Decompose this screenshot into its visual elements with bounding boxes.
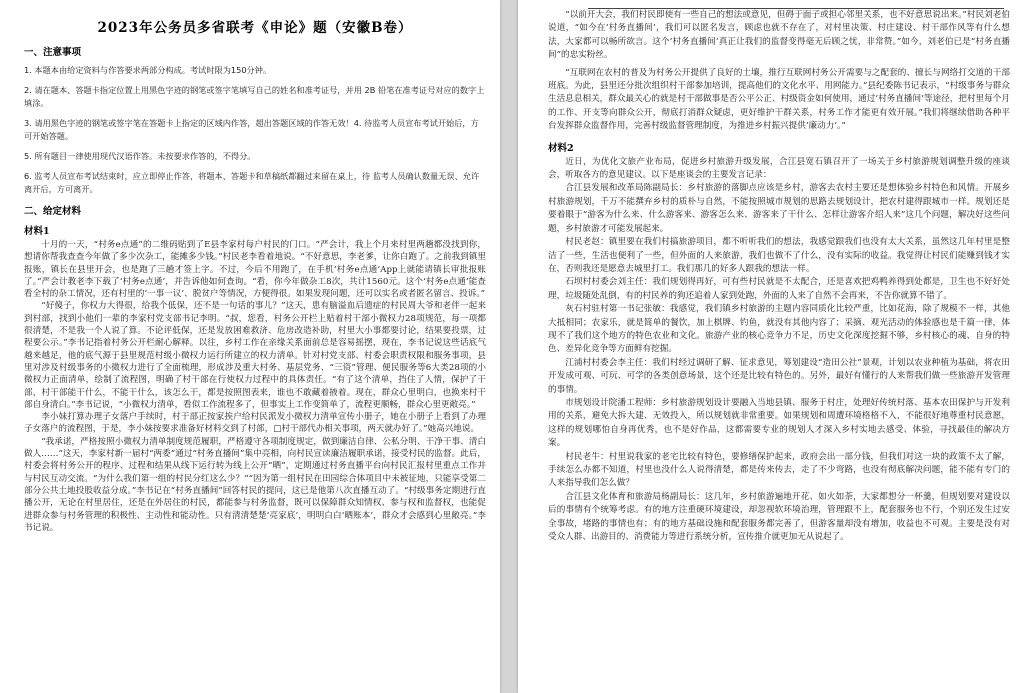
body-paragraph: 李小妹打算办理子女落户手续时，村干部正按家挨户给村民派发小微权力清单宣传小册子，她在小册子上看到了办理子女落户的流程图，于是，李小妹按要求准备好材料交到了村部，□村干部代办相关事项，两天就办好了。”她高兴地说。 — [24, 412, 486, 435]
body-paragraph: “好傻子，你权力大得很，给我个低保，还不是一句话的事儿？”这天，患有脑溢血后遗症的村民周大爷和老伴一起来到村部，找到小他们一辈的李家村党支部书记李明。“叔，您看，村务公开栏上贴着村干部小微权力28项规范，每一项都很清楚，不是我一个人说了算。不论评低保，还是发放困难救济、危房改造补助，村里大小事都要讨论，结果要投票，过程要公示。”李书记指着村务公开栏耐心解释。以往，乡村工作在亲缘关系面前总是容易摇摆，现在，李书记说这些话底气越来越足，他的底气源于县里规范村级小微权力运行所建立的权力清单。针对村党支部、村委会职责权限和服务事项，县里对涉及村级事务的小微权力进行了全面梳理，形成涉及重大村务、基层党务、“三资”管理、便民服务等6大类28项的小微权力正面清单，绘制了流程图，明确了村干部在行使权力过程中的具体责任。“有了这个清单，挡住了人情，保护了干部，村干部能干什么，不能干什么，该怎么干，都是按照图表来，谁也不敢藏着掖着。现在，群众心里明白，也换来村干部自身清白。”李书记说，“小微权力清单，看似工作流程多了，但事实上工作变简单了，流程更顺畅，群众心里更敞亮。” — [24, 301, 486, 410]
body-paragraph: “以前开大会，我们村民即使有一些自己的想法或意见，但碍于面子或担心邻里关系，也不好意思说出来。”村民刘老伯说道，“如今在‘村务直播间’，我们可以匿名发言，顾虑也就不存在了，对村里决策、村庄建设、村干部作风等有什么想法，大家都可以畅所欲言。这个‘村务直播间’真正让我们的监督变得毫无后顾之忧，非常赞。”如今，刘老伯已是“村务直播间”的忠实粉丝。 — [548, 10, 1010, 61]
document-page-right — [518, 0, 1024, 693]
document-page-left — [0, 0, 500, 693]
note-item: 5. 所有题目一律使用现代汉语作答。未按要求作答的，不得分。 — [24, 151, 256, 161]
note-item: 3. 请用黑色字迹的钢笔或签字笔在答题卡上指定的区域内作答，超出答题区域的作答无效！4. 待监考人员宣布考试开始后，方可开始答题。 — [24, 118, 479, 141]
body-paragraph: 合江县发展和改革局陈副局长：乡村旅游的落脚点应该是乡村，游客去农村主要还是想体验乡村特色和风情。开展乡村旅游规划，千万不能撰弃乡村的质朴与自然，不能按照城市规划的思路去规划设计，把农村建得跟城市一样。规划还是要着眼于“游客为什么来、什么游客来、游客怎么来、游客来了干什么、怎样让游客介绍人来”这几个问题，解决好这些问题，乡村旅游才可能发展起来。 — [548, 183, 1010, 234]
note-item: 2. 请在题本、答题卡指定位置上用黑色字迹的钢笔或签字笔填写自己的姓名和准考证号，并用 2B 铅笔在准考证号对应的数字上填涂。 — [24, 85, 485, 108]
body-paragraph: 石坝村村委会刘主任：我们规划得再好，可有些村民就是不太配合，还是喜欢把鸡鸭养得到处都是，卫生也不好好处理，垃圾随处乱倒，有的村民养的狗还追着人家到处跑，外面的人来了自然不会再来，不告你就算不错了。 — [548, 277, 1010, 301]
body-paragraph: 村民老赵：镇里要在我们村搞旅游项目，都不听听我们的想法，我感觉跟我们也没有太大关系，虽然这几年村里是整洁了一些，生活也便利了一些，但外面的人来旅游，我们也做不了什么，没有实际的收益。我觉得让村民们能赚到钱才实在，否则我还是愿意去城里打工。我们那几的好多人跟我的想法一样。 — [548, 237, 1010, 274]
body-paragraph: 村民老牛：村里说我家的老宅比较有特色，要修缮保护起来，政府会出一部分钱，但我们对这一块的政策不太了解，手续怎么办都不知道，村里也没什么人说得清楚，都是传来传去，走了不少弯路，也没有彻底解决问题，能不能有专门的人来指导我们怎么做？ — [548, 451, 1010, 489]
body-paragraph: “互联网在农村的普及为村务公开提供了良好的土壤，推行互联网村务公开需要与之配套的、擅长与网络打交道的干部班底。为此，县里还分批次组织村干部参加培训，提高他们的文化水平、用网能力。”县纪委陈书记表示，“村级事务与群众生活息息相关，群众最关心的就是村干部做事是否公平公正、村级资金如何使用，通过‘村务直播间’等途径，把村里每个月的工作、开支等向群众公开，彻底打消群众疑虑，更好维护干群关系，村务工作才能更有效开展。”我们将继续借助各种平台发挥群众监督作用，完善村级监督管理制度，为推进乡村振兴提供‘廉动力’。” — [548, 67, 1010, 132]
material-heading: 材料2 — [548, 142, 574, 154]
body-paragraph: 十月的一天，“村务e点通”的二维码贴到了E县李家村每户村民的门口。“严会计，我上个月来村里两趟都没找到你，想请你帮我查查今年做了多少次杂工，能摊多少钱。”村民老李看着地说。“不好意思，李老爹，让你白跑了。之前我到镇里报账，镇长在县里开会，也是跑了三趟才签上字。不过，今后不用跑了，在手机‘村务e点通’App上就能请镇长审批报账了。”严会计教老李下载了‘村务e点通’，并告诉他如何查询。“看，你今年做杂工8次，共计1560元。这个‘村务e点通’能查看全村的杂工情况，还有村里的‘一事一议’、脱贫户等情况，方便得很。如果发现问题，还可以实名或者匿名留言、投诉。” — [24, 240, 486, 300]
document-title: 2023年公务员多省联考《申论》题（安徽B卷） — [97, 20, 413, 36]
section-heading-materials: 二、给定材料 — [24, 206, 82, 217]
body-paragraph: 市规划设计院潘工程师：乡村旅游规划设计要融入当地县镇、服务于村庄，处理好传统村落、基本农田保护与开发利用的关系，避免大拆大建、无效投入，所以规划就非常重要。如果规划和周遭环境格格不入，不能很好地尊重村民意愿，这样的规划哪怕自身再优秀，也不是好作品，这都需要专业的规划人才深入乡村实地去感受、体验，寻找最佳的解决方案。 — [548, 397, 1010, 449]
note-item: 1. 本题本由给定资料与作答要求两部分构成。考试时限为150分钟。 — [24, 65, 272, 75]
material-heading: 材料1 — [24, 226, 50, 237]
section-heading-notes: 一、注意事项 — [24, 47, 82, 58]
note-item: 6. 监考人员宣布考试结束时，应立即停止作答，将题本、答题卡和草稿纸都翻过来留在桌上，待 监考人员确认数量无误、允许离开后，方可离开。 — [24, 171, 480, 194]
body-paragraph: 江浦村村委会李主任：我们村经过调研了解、征求意见，筹划建设“造田公社”景观，计划以农业种植为基础，将农田开发成可观、可玩、可学的各类创意场景，这个还是比较有特色的。另外，最好有懂行的人来帮我们做一些旅游开发管理的事情。 — [548, 357, 1010, 395]
body-paragraph: 合江县文化体育和旅游局杨副局长：这几年，乡村旅游遍地开花、如火如荼，大家都想分一杯羹，但规划要对建设以后的事情有个统筹考虑。有的地方注重硬环境建设，却忽视软环境治理，管理跟不上，配套服务也不行，个别还发生过安全事故，堵路的事情也有；有的地方基础设施和配套服务都完善了，但游客量却没有增加，收益也不可观。主要是没有对受众人群、出游目的、消费能力等进行系统分析，宣传推介就更加无从说起了。 — [548, 491, 1010, 543]
body-paragraph: 灰石村驻村第一书记张敏：我感觉，我们镇乡村旅游的主题内容同质化比较严重，比如花海，除了规模不一样，其他大抵相同；农家乐，就是简单的餐饮，加上棋牌、钓鱼，就没有其他内容了；采摘、观光活动的体验感也是千篇一律，体现不了我们这个地方的特色农业和文化。旅游产业的核心竞争力不足，历史文化深度挖掘不够，乡村核心的魂、自身的特色、差异化竞争等方面鲜有挖掘。 — [548, 304, 1010, 355]
body-paragraph: “我承诺，严格按照小微权力清单制度规范履职，严格遵守各项制度规定，做到廉洁自律、公私分明、干净干事、清白做人……”这天，李家村新一届村“两委”通过“村务直播间”集中亮相，向村民宣读廉洁履职承诺，接受村民的监督。此后，村委会将村务公开的程序、过程和结果从线下运行转为线上公开“晒”，定期通过村务直播平台向村民汇报村里重点工作并与村民互动交流。“为什么我们第一组的村民分红这么少？”“因为第一组村民在田园综合体项目中未被征地，只能享受第二部分公共土地投股收益分成。”李书记在“村务直播间”回答村民的提问，这已是他第八次直播互动了。“村级事务定期进行直播公开，无论在村里居住，还是在外居住的村民，都能参与村务监督，既可以保障群众知情权、参与权和监督权，也能促进群众参与村务管理的积极性、主动性和能动性。只有清清楚楚‘亮家底’，明明白白‘晒账本’，群众才会感到心里敞亮。”李书记说。 — [24, 436, 486, 533]
body-paragraph: 近日，为优化文旅产业布局，促进乡村旅游升级发展，合江县宽石镇召开了一场关于乡村旅游规划调整升级的座谈会，听取各方的意见建议。以下是座谈会的主要发言记录： — [548, 156, 1010, 181]
